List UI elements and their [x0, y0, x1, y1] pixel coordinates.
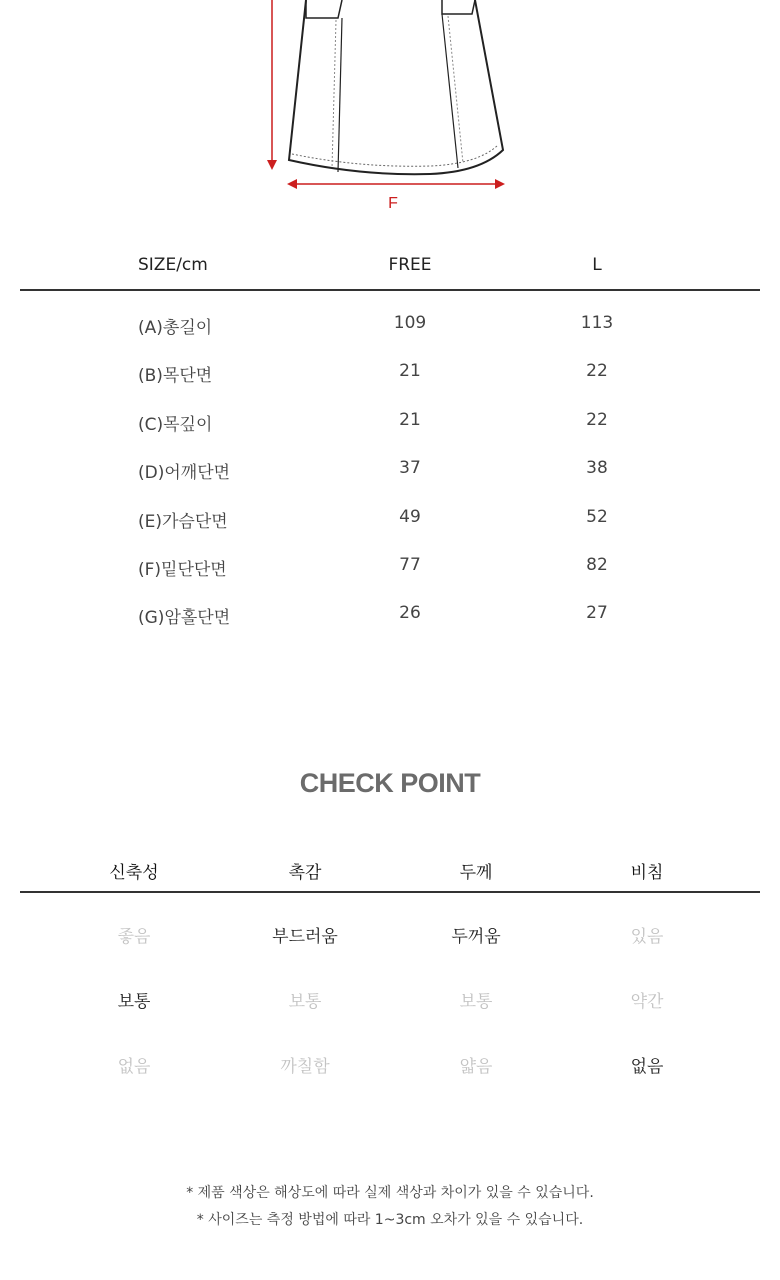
size-row — [0, 313, 780, 343]
left-sleeve — [306, 0, 342, 18]
size-row-l: 22 — [586, 361, 608, 382]
header-l: L — [592, 255, 602, 275]
size-row — [0, 507, 780, 537]
size-row — [0, 603, 780, 633]
check-option: 보통 — [459, 992, 493, 1012]
size-row-free: 26 — [399, 603, 421, 624]
size-row — [0, 555, 780, 585]
check-option: 있음 — [630, 927, 664, 947]
note-size: * 사이즈는 측정 방법에 따라 1~3cm 오차가 있을 수 있습니다. — [196, 1212, 584, 1228]
placket-left — [338, 18, 342, 172]
garment-illustration — [0, 0, 780, 215]
size-row-l: 82 — [586, 555, 608, 575]
size-row-label: (F)밑단단면 — [138, 560, 227, 580]
check-point-divider — [20, 891, 760, 893]
size-row-l: 38 — [586, 458, 608, 479]
check-header-sheerness: 비침 — [630, 863, 664, 883]
size-row-l: 27 — [586, 603, 608, 624]
size-row-free: 109 — [393, 313, 427, 333]
check-header-texture: 촉감 — [288, 863, 322, 883]
size-row-l: 52 — [586, 506, 608, 527]
check-option: 보통 — [288, 992, 322, 1012]
check-option: 얇음 — [459, 1057, 493, 1077]
hem-arrow-right — [495, 179, 505, 189]
check-point-title: CHECK POINT — [299, 768, 481, 798]
size-row-label: (B)목단면 — [138, 366, 213, 387]
coat-hem-diagram — [0, 0, 780, 215]
hem-arrow-left — [287, 179, 297, 189]
placket-stitch — [332, 20, 336, 168]
check-option: 없음 — [117, 1057, 151, 1077]
header-size-cm: SIZE/cm — [138, 255, 208, 275]
size-row-free: 21 — [399, 361, 421, 382]
header-free: FREE — [388, 255, 432, 275]
check-option: 약간 — [630, 992, 664, 1012]
size-row-label: (C)목깊이 — [138, 414, 213, 435]
size-row-label: (D)어깨단면 — [138, 463, 231, 484]
size-row-label: (G)암홀단면 — [138, 608, 231, 629]
size-table-divider — [20, 289, 760, 291]
size-row-l: 113 — [580, 313, 614, 333]
size-row — [0, 361, 780, 391]
note-color: * 제품 색상은 해상도에 따라 실제 색상과 차이가 있을 수 있습니다. — [186, 1185, 594, 1201]
coat-outline — [289, 0, 503, 174]
size-row-free: 49 — [399, 506, 421, 527]
size-row-free: 37 — [399, 458, 421, 479]
right-sleeve — [442, 0, 475, 14]
size-row-l: 22 — [586, 409, 608, 430]
size-row-label: (A)총길이 — [138, 318, 213, 338]
check-option: 좋음 — [117, 927, 151, 947]
hem-stitch — [292, 145, 498, 166]
size-row-label: (E)가슴단면 — [138, 511, 228, 532]
check-option: 두꺼움 — [451, 927, 501, 947]
check-option: 없음 — [630, 1057, 664, 1077]
size-row — [0, 410, 780, 440]
length-arrow-head — [267, 160, 277, 170]
size-table-header — [0, 255, 780, 285]
check-option: 까칠함 — [280, 1057, 330, 1077]
size-row — [0, 458, 780, 488]
size-row-free: 77 — [399, 555, 421, 575]
check-option: 부드러움 — [272, 927, 338, 947]
check-option: 보통 — [117, 992, 151, 1012]
check-header-thickness: 두께 — [459, 863, 493, 883]
size-row-free: 21 — [399, 409, 421, 430]
hem-label-f: F — [388, 195, 398, 212]
check-header-elasticity: 신축성 — [109, 863, 159, 883]
